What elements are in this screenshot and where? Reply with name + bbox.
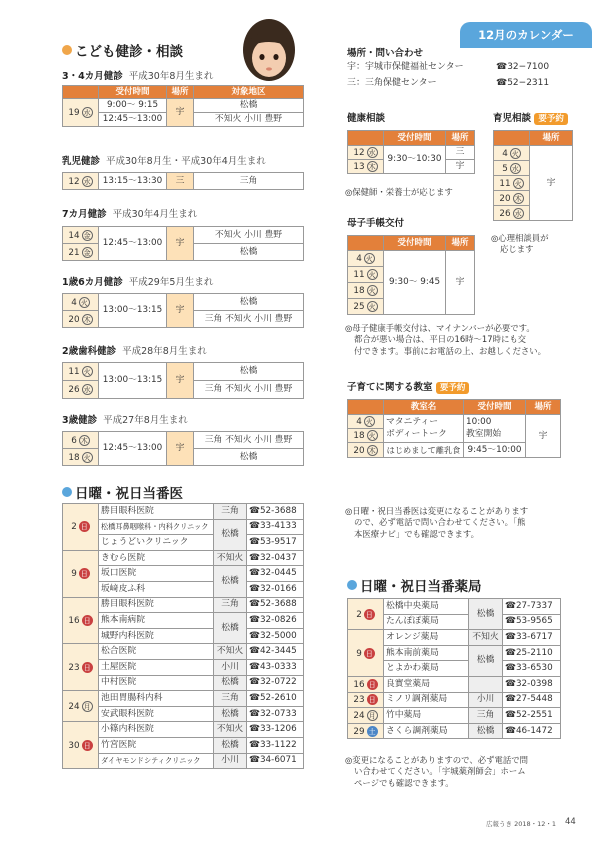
reserve-badge: 要予約 [534,113,568,125]
classes-title: 子育てに関する教室 要予約 [347,379,469,394]
doctor-row: 松橋耳鼻咽喉科・内科クリニック 松橋 ☎33-4133 [63,519,304,535]
doctor-row: 2 日 勝目眼科医院 三角 ☎52-3688 [63,504,304,520]
pharmacy-row: 熊本南前薬局 松橋 ☎25-2110 [348,645,561,661]
contact-title: 場所・問い合わせ [347,48,424,59]
pharmacy-table [347,598,561,739]
pharmacy-row: たんぽぽ薬局 ☎53-9565 [348,614,561,630]
contact-misumi: 三：三角保健センター [347,78,437,88]
y3-heading: 3歳健診 平成27年8月生まれ [62,415,188,426]
health-table: 受付時間 場所 12 水 9:30〜10:30 三 13 木 宇 [347,130,475,174]
doctor-row: 30 日 小篠内科医院 不知火 ☎33-1206 [63,722,304,738]
doctors-note: ◎日曜・祝日当番医は変更になることがあります ので、必ず電話で問い合わせてください。「熊 本医療ナビ」でも確認できます。 [345,506,529,539]
doctor-row: 土屋医院 小川 ☎43-0333 [63,659,304,675]
doctor-row: 16 日 勝目眼科医院 三角 ☎52-3688 [63,597,304,613]
health-note: ◎保健師・栄養士が応じます [345,187,453,197]
pharmacy-row: とよかわ薬局 ☎33-6530 [348,661,561,677]
doctor-row: 中村医院 松橋 ☎32-0722 [63,675,304,691]
doctor-row: 城野内科医院 ☎32-5000 [63,628,304,644]
y16-heading: 1歳6カ月健診 平成29年5月生まれ [62,277,214,288]
pharmacy-row: 16 日 良實堂薬局 ☎32-0398 [348,676,561,692]
infant-table: 12 水 13:15〜13:30 三 三角 [62,172,304,190]
mch-note: ◎母子健康手帳交付は、マイナンバーが必要です。 都合が悪い場合は、平日の16時〜17時にも交 付できます。事前にお電話の上、お越しください。 [345,323,546,356]
pharmacy-row: 9 日 オレンジ薬局 不知火 ☎33-6717 [348,630,561,646]
page-number: 44 [565,817,576,827]
m7-heading: 7カ月健診 平成30年4月生まれ [62,209,198,220]
m34-table: 受付時間 場所 対象地区 19 水 9:00〜 9:15 宇 松橋 12:45〜13:00 不知火 小川 豊野 [62,85,304,127]
orange-dot-icon [62,45,72,55]
y16-table: 4 火 13:00〜13:15 宇 松橋 20 木 三角 不知火 小川 豊野 [62,293,304,328]
pharmacy-row: 24 月 竹中薬局 三角 ☎52-2551 [348,708,561,724]
childcare-table: 場所 4 火 宇 5 水 11 火 20 木 26 水 [493,130,573,221]
y2-heading: 2歳歯科健診 平成28年8月生まれ [62,346,207,357]
doctor-row: 安武眼科医院 松橋 ☎32-0733 [63,706,304,722]
pharmacy-row: 29 土 さくら調剤薬局 松橋 ☎46-1472 [348,723,561,739]
checkups-title: こども健診・相談 [62,40,183,60]
doctor-row: 熊本南病院 松橋 ☎32-0826 [63,613,304,629]
doctor-row: じょうどいクリニック ☎53-9517 [63,535,304,551]
pharmacy-row: 2 日 松橋中央薬局 松橋 ☎27-7337 [348,599,561,615]
doctor-row: ダイヤモンドシティクリニック 小川 ☎34-6071 [63,753,304,769]
y3-table: 6 木 12:45〜13:00 宇 三角 不知火 小川 豊野 18 火 松橋 [62,431,304,466]
doctor-row: 坂﨑皮ふ科 ☎32-0166 [63,581,304,597]
infant-heading: 乳児健診 平成30年8月生・平成30年4月生まれ [62,156,266,167]
contact-mainline: 宇：宇城市保健福祉センター [347,62,464,72]
doctor-row: 9 日 きむら医院 不知火 ☎32-0437 [63,550,304,566]
y2-table: 11 火 13:00〜13:15 宇 松橋 26 水 三角 不知火 小川 豊野 [62,362,304,399]
doctors-table [62,503,304,769]
blue-dot-icon [347,580,357,590]
childcare-note: ◎心理相談員が 応じます [491,233,549,255]
calendar-tab: 12月のカレンダー [460,22,592,48]
doctor-row: 坂口医院 松橋 ☎32-0445 [63,566,304,582]
doctors-title: 日曜・祝日当番医 [62,482,183,502]
blue-dot-icon [62,487,72,497]
classes-table: 教室名 受付時間 場所 4 火 マタニティー ボディートーク 10:00 教室開始 宇 18 火 20 木 はじめまして離乳食 9:45〜10:00 [347,399,561,458]
pharmacy-row: 23 日 ミノリ調剤薬局 小川 ☎27-5448 [348,692,561,708]
footer-magazine: 広報うき 2018・12・1 [486,820,557,828]
reserve-badge: 要予約 [436,382,470,394]
m34-heading: 3・4カ月健診 平成30年8月生まれ [62,71,214,82]
mch-title: 母子手帳交付 [347,218,405,229]
mch-table: 受付時間 場所 4 火 9:30〜 9:45 宇 11 火 18 火 25 火 [347,235,475,315]
health-title: 健康相談 [347,113,386,124]
contact-misumi-phone: ☎52−2311 [496,78,550,88]
doctor-row: 竹宮医院 松橋 ☎33-1122 [63,737,304,753]
m7-table: 14 金 12:45〜13:00 宇 不知火 小川 豊野 21 金 松橋 [62,226,304,261]
pharmacy-title: 日曜・祝日当番薬局 [347,575,482,595]
doctor-row: 23 日 松合医院 不知火 ☎42-3445 [63,644,304,660]
pharmacy-note: ◎変更になることがありますので、必ず電話で問 い合わせてください。「宇城薬剤師会」ホーム ページでも確認できます。 [345,755,529,788]
child-photo [240,14,298,84]
doctor-row: 24 月 池田胃腸科内科 三角 ☎52-2610 [63,691,304,707]
contact-mainline-phone: ☎32−7100 [496,62,550,72]
childcare-title: 育児相談 要予約 [493,110,568,125]
